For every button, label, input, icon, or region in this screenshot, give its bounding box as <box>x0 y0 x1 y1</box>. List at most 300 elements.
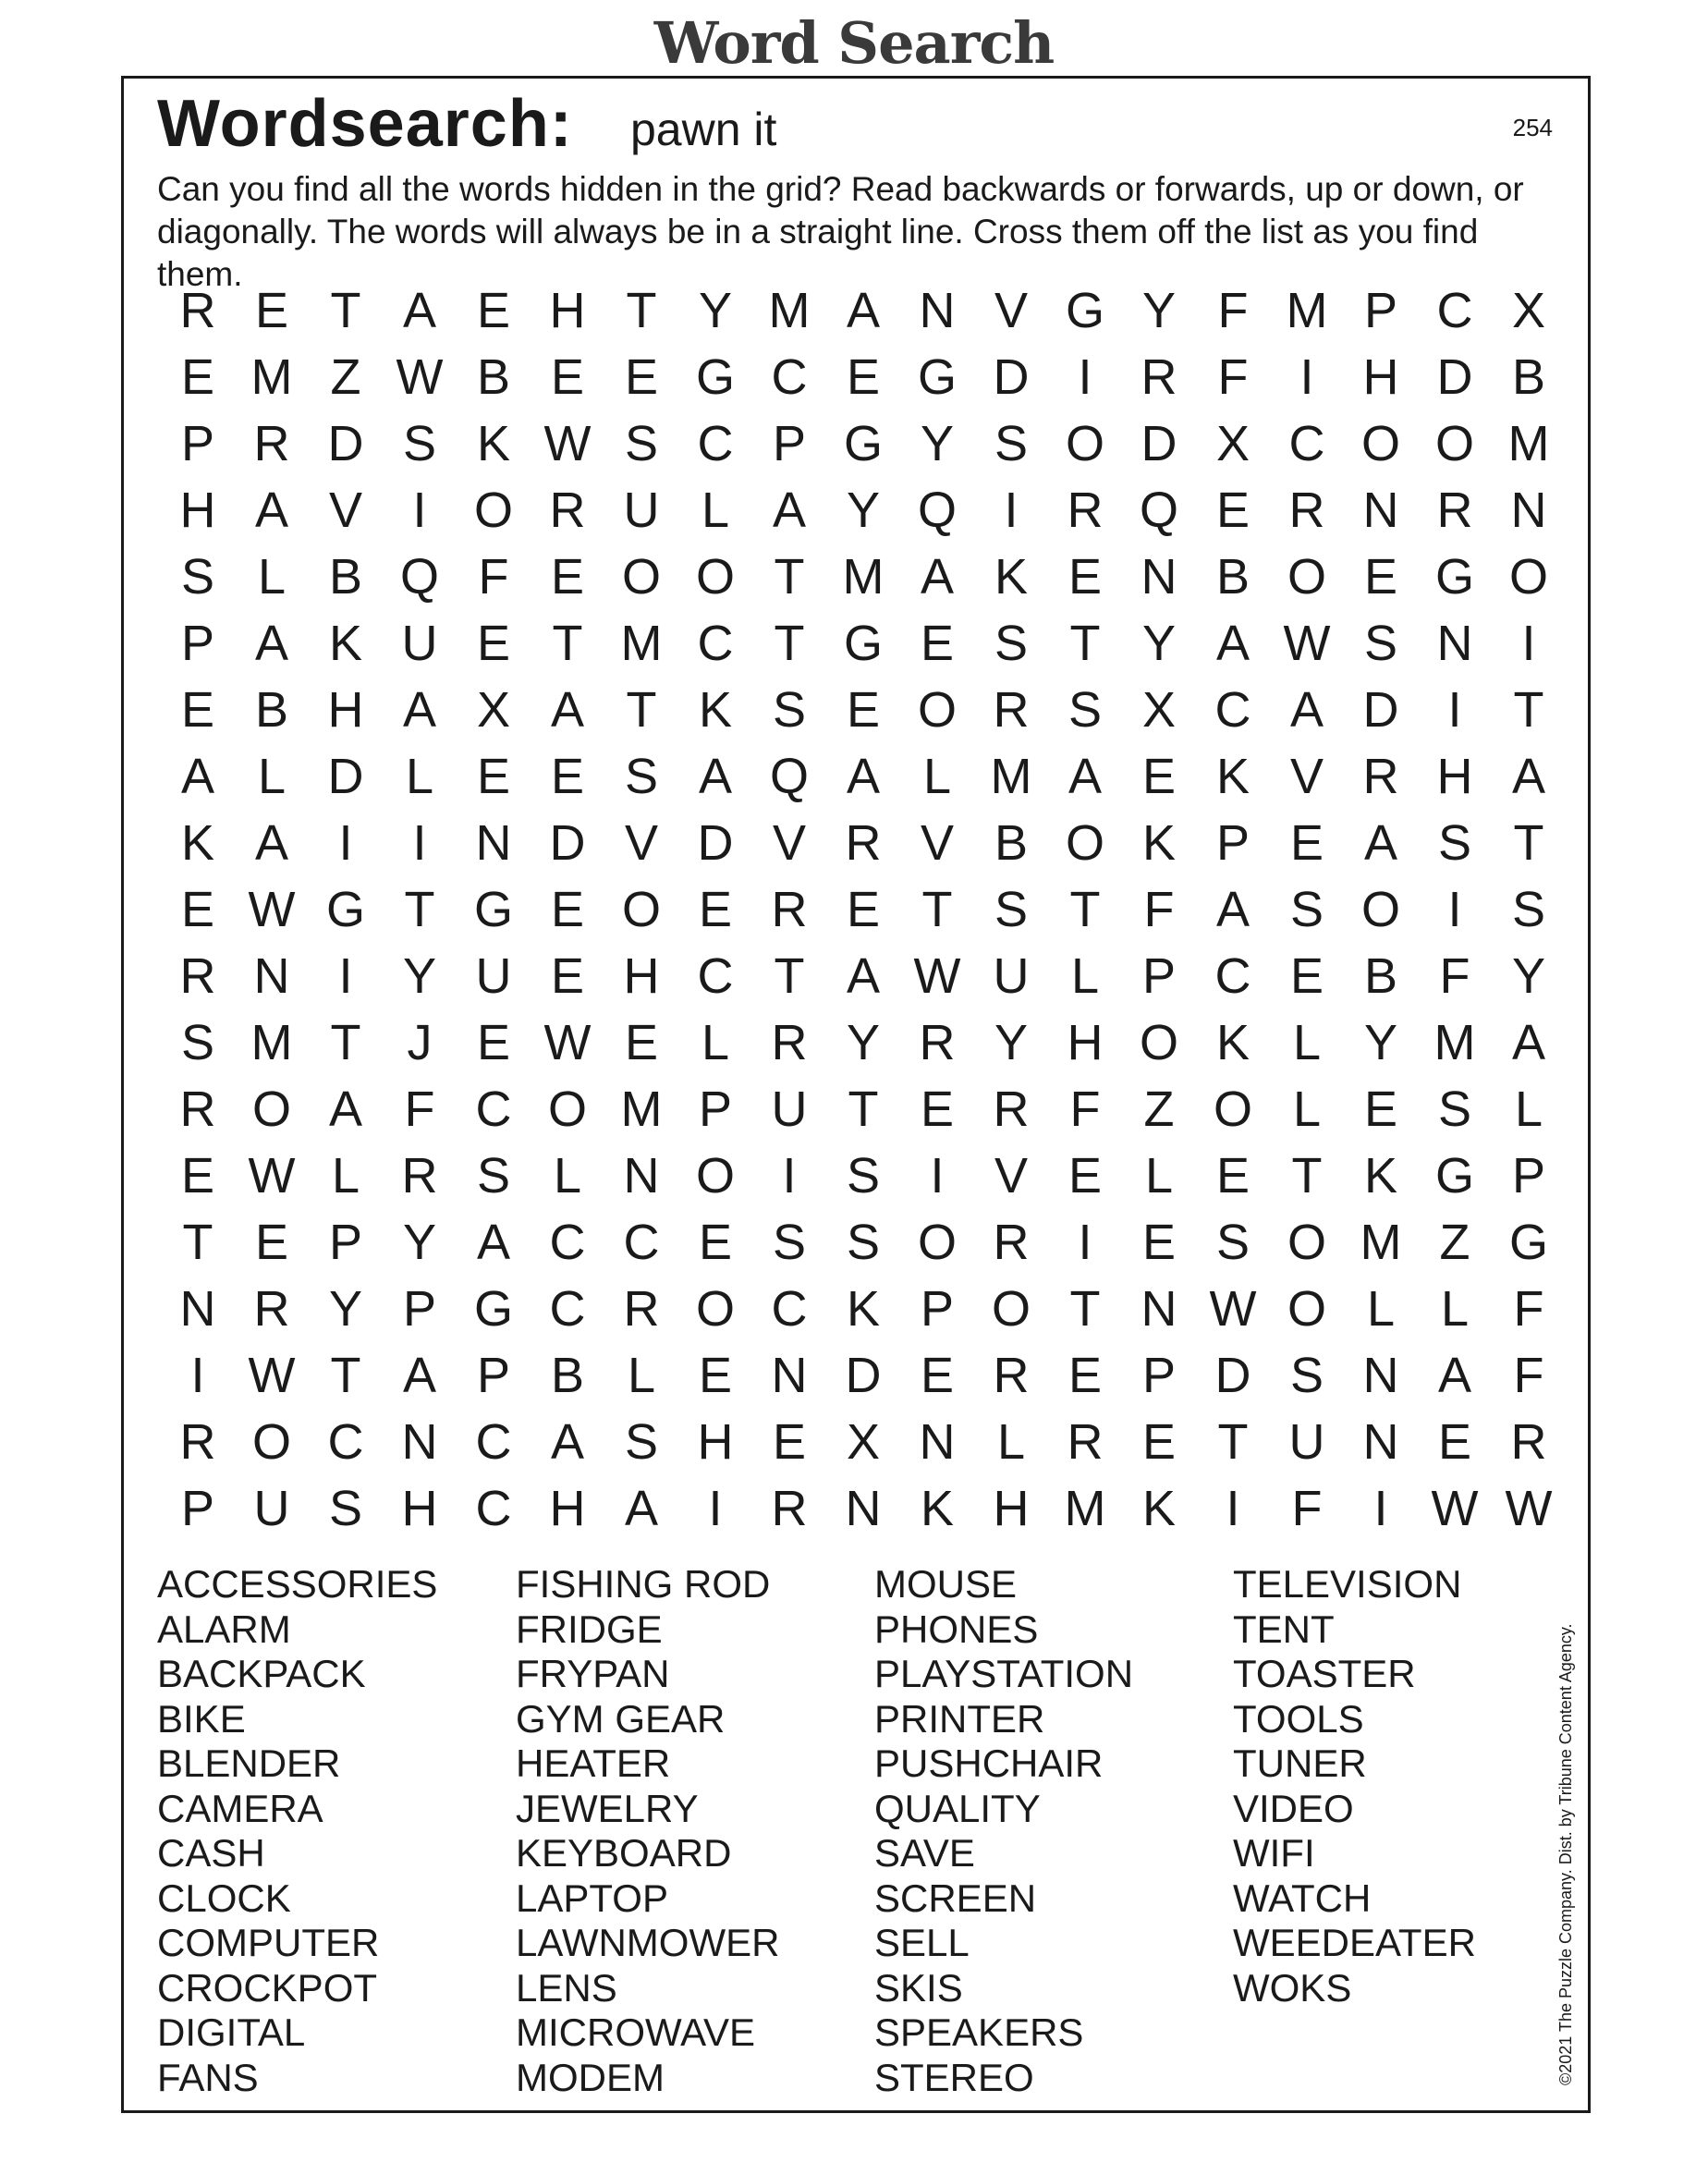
grid-cell[interactable]: A <box>846 948 881 1004</box>
grid-cell[interactable]: P <box>1141 1348 1177 1403</box>
grid-cell[interactable]: E <box>254 283 289 338</box>
word-item[interactable]: MICROWAVE <box>516 2010 755 2054</box>
grid-cell[interactable]: O <box>1139 1015 1178 1070</box>
grid-cell[interactable]: X <box>1141 682 1177 738</box>
grid-cell[interactable]: R <box>549 483 586 538</box>
grid-cell[interactable]: S <box>402 416 437 471</box>
grid-cell[interactable]: G <box>325 882 365 937</box>
grid-cell[interactable]: O <box>695 1148 735 1204</box>
word-item[interactable]: JEWELRY <box>516 1786 699 1830</box>
word-item[interactable]: DIGITAL <box>157 2010 306 2054</box>
word-item[interactable]: ALARM <box>157 1607 291 1651</box>
grid-cell[interactable]: R <box>179 948 216 1004</box>
grid-cell[interactable]: T <box>1069 616 1101 671</box>
grid-cell[interactable]: E <box>1215 1148 1250 1204</box>
grid-cell[interactable]: C <box>697 416 734 471</box>
grid-cell[interactable]: C <box>771 349 808 405</box>
grid-cell[interactable]: O <box>1065 416 1104 471</box>
grid-cell[interactable]: D <box>327 749 364 804</box>
grid-cell[interactable]: I <box>1226 1481 1240 1536</box>
grid-cell[interactable]: C <box>475 1081 512 1137</box>
grid-cell[interactable]: J <box>407 1015 433 1070</box>
grid-cell[interactable]: I <box>412 483 427 538</box>
grid-cell[interactable]: M <box>1286 283 1328 338</box>
grid-cell[interactable]: T <box>552 616 583 671</box>
grid-cell[interactable]: P <box>1215 815 1250 871</box>
grid-cell[interactable]: G <box>1434 1148 1474 1204</box>
grid-cell[interactable]: D <box>1141 416 1177 471</box>
grid-cell[interactable]: P <box>1141 948 1177 1004</box>
grid-cell[interactable]: F <box>478 549 509 605</box>
grid-cell[interactable]: H <box>993 1481 1030 1536</box>
grid-cell[interactable]: I <box>1521 616 1536 671</box>
grid-cell[interactable]: D <box>697 815 734 871</box>
grid-cell[interactable]: I <box>1078 349 1092 405</box>
word-item[interactable]: TOASTER <box>1233 1652 1416 1695</box>
grid-cell[interactable]: L <box>257 749 287 804</box>
grid-cell[interactable]: T <box>1513 682 1544 738</box>
grid-cell[interactable]: G <box>1508 1215 1548 1270</box>
grid-cell[interactable]: L <box>1292 1015 1322 1070</box>
grid-cell[interactable]: C <box>697 948 734 1004</box>
word-item[interactable]: CLOCK <box>157 1876 291 1920</box>
grid-cell[interactable]: A <box>1363 815 1398 871</box>
word-item[interactable]: TELEVISION <box>1233 1562 1462 1606</box>
grid-cell[interactable]: E <box>550 549 585 605</box>
grid-cell[interactable]: W <box>543 1015 592 1070</box>
grid-cell[interactable]: O <box>1065 815 1104 871</box>
grid-cell[interactable]: S <box>994 882 1029 937</box>
word-item[interactable]: PUSHCHAIR <box>874 1741 1104 1785</box>
grid-cell[interactable]: E <box>476 1015 511 1070</box>
grid-cell[interactable]: B <box>254 682 289 738</box>
grid-cell[interactable]: E <box>920 616 955 671</box>
word-item[interactable]: TENT <box>1233 1607 1335 1651</box>
grid-cell[interactable]: A <box>254 483 289 538</box>
grid-cell[interactable]: E <box>1289 815 1324 871</box>
grid-cell[interactable]: N <box>1141 549 1177 605</box>
grid-cell[interactable]: L <box>1366 1281 1396 1337</box>
grid-cell[interactable]: M <box>1360 1215 1402 1270</box>
grid-cell[interactable]: S <box>476 1148 511 1204</box>
grid-cell[interactable]: S <box>1437 815 1472 871</box>
grid-cell[interactable]: G <box>473 1281 513 1337</box>
grid-cell[interactable]: I <box>1447 882 1462 937</box>
grid-cell[interactable]: O <box>991 1281 1031 1337</box>
grid-cell[interactable]: L <box>701 1015 730 1070</box>
grid-cell[interactable]: P <box>920 1281 955 1337</box>
grid-cell[interactable]: V <box>1289 749 1324 804</box>
grid-cell[interactable]: S <box>772 1215 807 1270</box>
grid-cell[interactable]: S <box>624 749 659 804</box>
grid-cell[interactable]: U <box>475 948 512 1004</box>
grid-cell[interactable]: R <box>179 1081 216 1137</box>
word-item[interactable]: FANS <box>157 2055 259 2099</box>
grid-cell[interactable]: T <box>1513 815 1544 871</box>
grid-cell[interactable]: O <box>621 549 661 605</box>
grid-cell[interactable]: H <box>697 1414 734 1470</box>
grid-cell[interactable]: L <box>331 1148 360 1204</box>
grid-cell[interactable]: A <box>846 749 881 804</box>
grid-cell[interactable]: N <box>475 815 512 871</box>
grid-cell[interactable]: E <box>476 283 511 338</box>
grid-cell[interactable]: K <box>994 549 1029 605</box>
grid-cell[interactable]: E <box>772 1414 807 1470</box>
grid-cell[interactable]: K <box>1141 815 1177 871</box>
grid-cell[interactable]: A <box>550 1414 585 1470</box>
grid-cell[interactable]: G <box>695 349 735 405</box>
grid-cell[interactable]: V <box>994 283 1029 338</box>
grid-cell[interactable]: A <box>772 483 807 538</box>
grid-cell[interactable]: C <box>1214 682 1251 738</box>
grid-cell[interactable]: M <box>842 549 884 605</box>
grid-cell[interactable]: R <box>1362 749 1399 804</box>
grid-cell[interactable]: B <box>328 549 363 605</box>
word-item[interactable]: PRINTER <box>874 1696 1045 1741</box>
grid-cell[interactable]: D <box>549 815 586 871</box>
word-item[interactable]: WOKS <box>1233 1965 1352 2010</box>
grid-cell[interactable]: U <box>401 616 438 671</box>
grid-cell[interactable]: H <box>401 1481 438 1536</box>
grid-cell[interactable]: R <box>845 815 882 871</box>
word-item[interactable]: WEEDEATER <box>1233 1921 1476 1964</box>
word-item[interactable]: QUALITY <box>874 1786 1041 1830</box>
grid-cell[interactable]: D <box>1436 349 1473 405</box>
grid-cell[interactable]: A <box>1511 1015 1546 1070</box>
grid-cell[interactable]: R <box>771 882 808 937</box>
grid-cell[interactable]: L <box>1144 1148 1174 1204</box>
grid-cell[interactable]: E <box>254 1215 289 1270</box>
grid-cell[interactable]: W <box>913 948 961 1004</box>
grid-cell[interactable]: M <box>990 749 1032 804</box>
grid-cell[interactable]: O <box>1434 416 1474 471</box>
word-item[interactable]: SAVE <box>874 1831 975 1875</box>
grid-cell[interactable]: A <box>402 283 437 338</box>
grid-cell[interactable]: I <box>1299 349 1314 405</box>
grid-cell[interactable]: M <box>1434 1015 1476 1070</box>
word-item[interactable]: BLENDER <box>157 1741 341 1785</box>
grid-cell[interactable]: E <box>1215 483 1250 538</box>
grid-cell[interactable]: L <box>405 749 434 804</box>
grid-cell[interactable]: G <box>473 882 513 937</box>
grid-cell[interactable]: K <box>920 1481 955 1536</box>
grid-cell[interactable]: N <box>845 1481 882 1536</box>
word-item[interactable]: COMPUTER <box>157 1921 380 1964</box>
grid-cell[interactable]: F <box>1217 349 1249 405</box>
grid-cell[interactable]: C <box>1436 283 1473 338</box>
grid-cell[interactable]: R <box>179 1414 216 1470</box>
grid-cell[interactable]: G <box>1065 283 1104 338</box>
grid-cell[interactable]: T <box>1217 1414 1249 1470</box>
grid-cell[interactable]: E <box>1068 1348 1103 1403</box>
grid-cell[interactable]: E <box>624 1015 659 1070</box>
grid-cell[interactable]: A <box>1068 749 1103 804</box>
grid-cell[interactable]: P <box>328 1215 363 1270</box>
grid-cell[interactable]: W <box>543 416 592 471</box>
grid-cell[interactable]: U <box>623 483 660 538</box>
grid-cell[interactable]: C <box>697 616 734 671</box>
grid-cell[interactable]: E <box>1068 549 1103 605</box>
grid-cell[interactable]: W <box>1209 1281 1257 1337</box>
word-item[interactable]: WATCH <box>1233 1876 1372 1920</box>
grid-cell[interactable]: H <box>549 1481 586 1536</box>
grid-cell[interactable]: E <box>846 882 881 937</box>
grid-cell[interactable]: A <box>476 1215 511 1270</box>
grid-cell[interactable]: E <box>1068 1148 1103 1204</box>
grid-cell[interactable]: E <box>920 1081 955 1137</box>
grid-cell[interactable]: Y <box>846 483 881 538</box>
grid-cell[interactable]: E <box>550 948 585 1004</box>
grid-cell[interactable]: Z <box>330 349 361 405</box>
grid-cell[interactable]: W <box>1431 1481 1479 1536</box>
grid-cell[interactable]: O <box>695 1281 735 1337</box>
grid-cell[interactable]: E <box>550 749 585 804</box>
grid-cell[interactable]: V <box>920 815 955 871</box>
grid-cell[interactable]: E <box>698 882 733 937</box>
grid-cell[interactable]: N <box>1510 483 1547 538</box>
grid-cell[interactable]: T <box>1069 1281 1101 1337</box>
grid-cell[interactable]: I <box>338 815 353 871</box>
grid-cell[interactable]: R <box>253 416 290 471</box>
word-item[interactable]: MOUSE <box>874 1562 1018 1606</box>
grid-cell[interactable]: P <box>180 416 215 471</box>
grid-cell[interactable]: A <box>1215 882 1250 937</box>
grid-cell[interactable]: K <box>1215 1015 1250 1070</box>
grid-cell[interactable]: A <box>254 616 289 671</box>
grid-cell[interactable]: S <box>328 1481 363 1536</box>
grid-cell[interactable]: I <box>708 1481 723 1536</box>
grid-cell[interactable]: P <box>772 416 807 471</box>
grid-cell[interactable]: W <box>248 1348 296 1403</box>
grid-cell[interactable]: P <box>1363 283 1398 338</box>
grid-cell[interactable]: N <box>919 1414 956 1470</box>
grid-cell[interactable]: R <box>1510 1414 1547 1470</box>
grid-cell[interactable]: X <box>476 682 511 738</box>
grid-cell[interactable]: O <box>547 1081 587 1137</box>
grid-cell[interactable]: B <box>550 1348 585 1403</box>
word-item[interactable]: TUNER <box>1233 1741 1367 1785</box>
grid-cell[interactable]: S <box>846 1148 881 1204</box>
grid-cell[interactable]: O <box>1287 1281 1326 1337</box>
word-item[interactable]: TOOLS <box>1233 1696 1364 1741</box>
grid-cell[interactable]: F <box>1291 1481 1323 1536</box>
grid-cell[interactable]: E <box>476 749 511 804</box>
grid-cell[interactable]: V <box>994 1148 1029 1204</box>
word-item[interactable]: PHONES <box>874 1607 1039 1651</box>
grid-cell[interactable]: E <box>550 882 585 937</box>
grid-cell[interactable]: I <box>190 1348 205 1403</box>
grid-cell[interactable]: S <box>1289 1348 1324 1403</box>
grid-cell[interactable]: C <box>327 1414 364 1470</box>
grid-cell[interactable]: N <box>179 1281 216 1337</box>
grid-cell[interactable]: R <box>401 1148 438 1204</box>
grid-cell[interactable]: S <box>624 416 659 471</box>
grid-cell[interactable]: L <box>1514 1081 1543 1137</box>
word-item[interactable]: KEYBOARD <box>516 1831 732 1875</box>
grid-cell[interactable]: A <box>254 815 289 871</box>
grid-cell[interactable]: N <box>919 283 956 338</box>
word-item[interactable]: SPEAKERS <box>874 2010 1084 2054</box>
grid-cell[interactable]: E <box>1289 948 1324 1004</box>
grid-cell[interactable]: G <box>843 616 883 671</box>
word-item[interactable]: BACKPACK <box>157 1652 366 1695</box>
grid-cell[interactable]: O <box>1508 549 1548 605</box>
grid-cell[interactable]: T <box>848 1081 879 1137</box>
grid-cell[interactable]: O <box>695 549 735 605</box>
grid-cell[interactable]: P <box>1511 1148 1546 1204</box>
grid-cell[interactable]: E <box>1363 549 1398 605</box>
grid-cell[interactable]: H <box>327 682 364 738</box>
grid-cell[interactable]: W <box>1283 616 1331 671</box>
grid-cell[interactable]: N <box>1362 1414 1399 1470</box>
grid-cell[interactable]: U <box>771 1081 808 1137</box>
grid-cell[interactable]: V <box>772 815 807 871</box>
grid-cell[interactable]: L <box>996 1414 1026 1470</box>
grid-cell[interactable]: H <box>549 283 586 338</box>
grid-cell[interactable]: G <box>843 416 883 471</box>
word-item[interactable]: SELL <box>874 1921 970 1964</box>
grid-cell[interactable]: T <box>626 283 657 338</box>
grid-cell[interactable]: O <box>1213 1081 1252 1137</box>
grid-cell[interactable]: E <box>1141 1414 1177 1470</box>
grid-cell[interactable]: S <box>624 1414 659 1470</box>
grid-cell[interactable]: C <box>623 1215 660 1270</box>
grid-cell[interactable]: T <box>774 549 805 605</box>
grid-cell[interactable]: S <box>180 1015 215 1070</box>
grid-cell[interactable]: U <box>253 1481 290 1536</box>
grid-cell[interactable]: Y <box>402 1215 437 1270</box>
grid-cell[interactable]: B <box>1363 948 1398 1004</box>
grid-cell[interactable]: X <box>846 1414 881 1470</box>
grid-cell[interactable]: W <box>248 1148 296 1204</box>
grid-cell[interactable]: C <box>475 1414 512 1470</box>
grid-cell[interactable]: K <box>1141 1481 1177 1536</box>
grid-cell[interactable]: S <box>994 616 1029 671</box>
grid-cell[interactable]: O <box>1287 549 1326 605</box>
word-item[interactable]: FRIDGE <box>516 1607 663 1651</box>
grid-cell[interactable]: Z <box>1143 1081 1175 1137</box>
grid-cell[interactable]: Y <box>698 283 733 338</box>
grid-cell[interactable]: A <box>180 749 215 804</box>
grid-cell[interactable]: I <box>930 1148 945 1204</box>
grid-cell[interactable]: A <box>1289 682 1324 738</box>
grid-cell[interactable]: O <box>917 682 957 738</box>
grid-cell[interactable]: B <box>1511 349 1546 405</box>
grid-cell[interactable]: A <box>1215 616 1250 671</box>
grid-cell[interactable]: Y <box>328 1281 363 1337</box>
word-item[interactable]: BIKE <box>157 1696 246 1741</box>
grid-cell[interactable]: N <box>1141 1281 1177 1337</box>
grid-cell[interactable]: L <box>1070 948 1100 1004</box>
grid-cell[interactable]: O <box>473 483 513 538</box>
grid-cell[interactable]: M <box>250 1015 293 1070</box>
grid-cell[interactable]: B <box>1215 549 1250 605</box>
grid-cell[interactable]: R <box>771 1481 808 1536</box>
grid-cell[interactable]: X <box>1511 283 1546 338</box>
grid-cell[interactable]: G <box>917 349 957 405</box>
grid-cell[interactable]: N <box>1436 616 1473 671</box>
word-item[interactable]: CROCKPOT <box>157 1965 378 2010</box>
grid-cell[interactable]: L <box>257 549 287 605</box>
grid-cell[interactable]: O <box>621 882 661 937</box>
grid-cell[interactable]: I <box>1078 1215 1092 1270</box>
grid-cell[interactable]: O <box>251 1414 291 1470</box>
grid-cell[interactable]: U <box>1288 1414 1325 1470</box>
grid-cell[interactable]: I <box>338 948 353 1004</box>
grid-cell[interactable]: A <box>1437 1348 1472 1403</box>
grid-cell[interactable]: Y <box>846 1015 881 1070</box>
grid-cell[interactable]: H <box>1067 1015 1104 1070</box>
grid-cell[interactable]: M <box>620 1081 663 1137</box>
grid-cell[interactable]: T <box>182 1215 214 1270</box>
grid-cell[interactable]: Q <box>399 549 439 605</box>
grid-cell[interactable]: A <box>328 1081 363 1137</box>
grid-cell[interactable]: R <box>253 1281 290 1337</box>
grid-cell[interactable]: H <box>179 483 216 538</box>
grid-cell[interactable]: M <box>768 283 811 338</box>
grid-cell[interactable]: F <box>1143 882 1175 937</box>
grid-cell[interactable]: E <box>1437 1414 1472 1470</box>
grid-cell[interactable]: L <box>922 749 952 804</box>
grid-cell[interactable]: A <box>846 283 881 338</box>
grid-cell[interactable]: E <box>698 1348 733 1403</box>
grid-cell[interactable]: P <box>180 1481 215 1536</box>
grid-cell[interactable]: L <box>553 1148 582 1204</box>
grid-cell[interactable]: N <box>1362 483 1399 538</box>
grid-cell[interactable]: K <box>846 1281 881 1337</box>
grid-cell[interactable]: R <box>993 1348 1030 1403</box>
grid-cell[interactable]: S <box>1289 882 1324 937</box>
grid-cell[interactable]: E <box>180 682 215 738</box>
grid-cell[interactable]: Z <box>1439 1215 1470 1270</box>
grid-cell[interactable]: S <box>1363 616 1398 671</box>
grid-cell[interactable]: E <box>180 882 215 937</box>
grid-cell[interactable]: U <box>993 948 1030 1004</box>
grid-cell[interactable]: S <box>772 682 807 738</box>
grid-cell[interactable]: E <box>624 349 659 405</box>
word-item[interactable]: STEREO <box>874 2055 1034 2099</box>
grid-cell[interactable]: I <box>1004 483 1019 538</box>
grid-cell[interactable]: C <box>1288 416 1325 471</box>
grid-cell[interactable]: S <box>846 1215 881 1270</box>
grid-cell[interactable]: F <box>1217 283 1249 338</box>
grid-cell[interactable]: R <box>993 682 1030 738</box>
grid-cell[interactable]: T <box>921 882 953 937</box>
grid-cell[interactable]: I <box>782 1148 797 1204</box>
grid-cell[interactable]: I <box>412 815 427 871</box>
grid-cell[interactable]: F <box>1513 1348 1544 1403</box>
grid-cell[interactable]: R <box>993 1215 1030 1270</box>
word-item[interactable]: WIFI <box>1233 1831 1315 1875</box>
word-item[interactable]: HEATER <box>516 1741 671 1785</box>
grid-cell[interactable]: A <box>550 682 585 738</box>
word-item[interactable]: CASH <box>157 1831 265 1875</box>
grid-cell[interactable]: L <box>1440 1281 1470 1337</box>
grid-cell[interactable]: T <box>774 948 805 1004</box>
grid-cell[interactable]: K <box>476 416 511 471</box>
grid-cell[interactable]: C <box>1214 948 1251 1004</box>
grid-cell[interactable]: H <box>1436 749 1473 804</box>
grid-cell[interactable]: V <box>328 483 363 538</box>
word-item[interactable]: SCREEN <box>874 1876 1037 1920</box>
grid-cell[interactable]: E <box>180 1148 215 1204</box>
grid-cell[interactable]: S <box>994 416 1029 471</box>
grid-cell[interactable]: R <box>179 283 216 338</box>
grid-cell[interactable]: Y <box>1363 1015 1398 1070</box>
grid-cell[interactable]: R <box>1067 1414 1104 1470</box>
grid-cell[interactable]: E <box>180 349 215 405</box>
grid-cell[interactable]: H <box>623 948 660 1004</box>
